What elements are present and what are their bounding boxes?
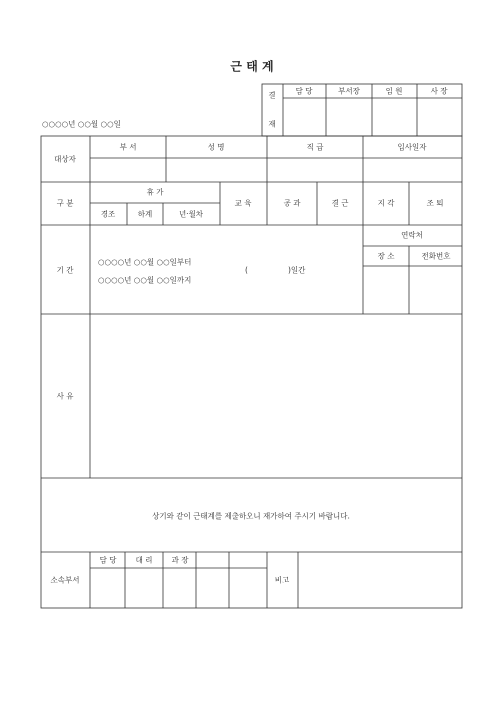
approval-role-executive: 임 원 xyxy=(385,86,403,96)
period-to: ○○○○년 ○○월 ○○일까지 xyxy=(98,275,192,285)
approval-label-top: 결 xyxy=(268,90,276,100)
leave-header: 휴 가 xyxy=(146,187,164,197)
approval-role-dept-head: 부서장 xyxy=(338,86,360,96)
period-from: ○○○○년 ○○월 ○○일부터 xyxy=(98,257,192,267)
period-open-paren: ( xyxy=(245,265,248,275)
contact-phone: 전화번호 xyxy=(421,251,451,261)
leave-type-summer: 하계 xyxy=(137,209,153,219)
header-join-date: 입사일자 xyxy=(397,142,427,152)
header-name: 성 명 xyxy=(207,142,225,152)
dept-role-staff: 담 당 xyxy=(99,555,117,565)
category-early-leave: 조 퇴 xyxy=(426,198,444,208)
contact-header: 연락처 xyxy=(401,230,423,240)
category-label: 구 분 xyxy=(56,198,74,208)
period-days: )일간 xyxy=(288,265,306,275)
category-official-leave: 공 과 xyxy=(283,198,301,208)
header-rank: 직 급 xyxy=(306,142,324,152)
approval-role-president: 사 장 xyxy=(430,86,448,96)
category-absence: 결 근 xyxy=(331,198,349,208)
dept-role-manager: 과 장 xyxy=(171,555,189,565)
category-education: 교 육 xyxy=(234,198,252,208)
leave-type-condolence: 경조 xyxy=(100,209,116,219)
reason-label: 사 유 xyxy=(56,391,74,401)
dept-label: 소속부서 xyxy=(50,575,80,585)
dept-role-assistant-manager: 대 리 xyxy=(135,555,153,565)
leave-type-annual: 년·월차 xyxy=(178,209,204,219)
form-title: 근 태 계 xyxy=(230,59,274,74)
approval-label-bottom: 재 xyxy=(268,119,276,129)
date-line: ○○○○년 ○○월 ○○일 xyxy=(42,119,121,129)
period-label: 기 간 xyxy=(56,265,74,275)
category-late: 지 각 xyxy=(377,198,395,208)
submission-statement: 상기와 같이 근태계를 제출하오니 재가하여 주시기 바랍니다. xyxy=(152,511,350,521)
approval-role-staff: 담 당 xyxy=(295,86,313,96)
note-label: 비고 xyxy=(274,575,290,585)
contact-place: 장 소 xyxy=(377,251,395,261)
subject-label: 대상자 xyxy=(54,154,76,164)
header-department: 부 서 xyxy=(119,142,137,152)
